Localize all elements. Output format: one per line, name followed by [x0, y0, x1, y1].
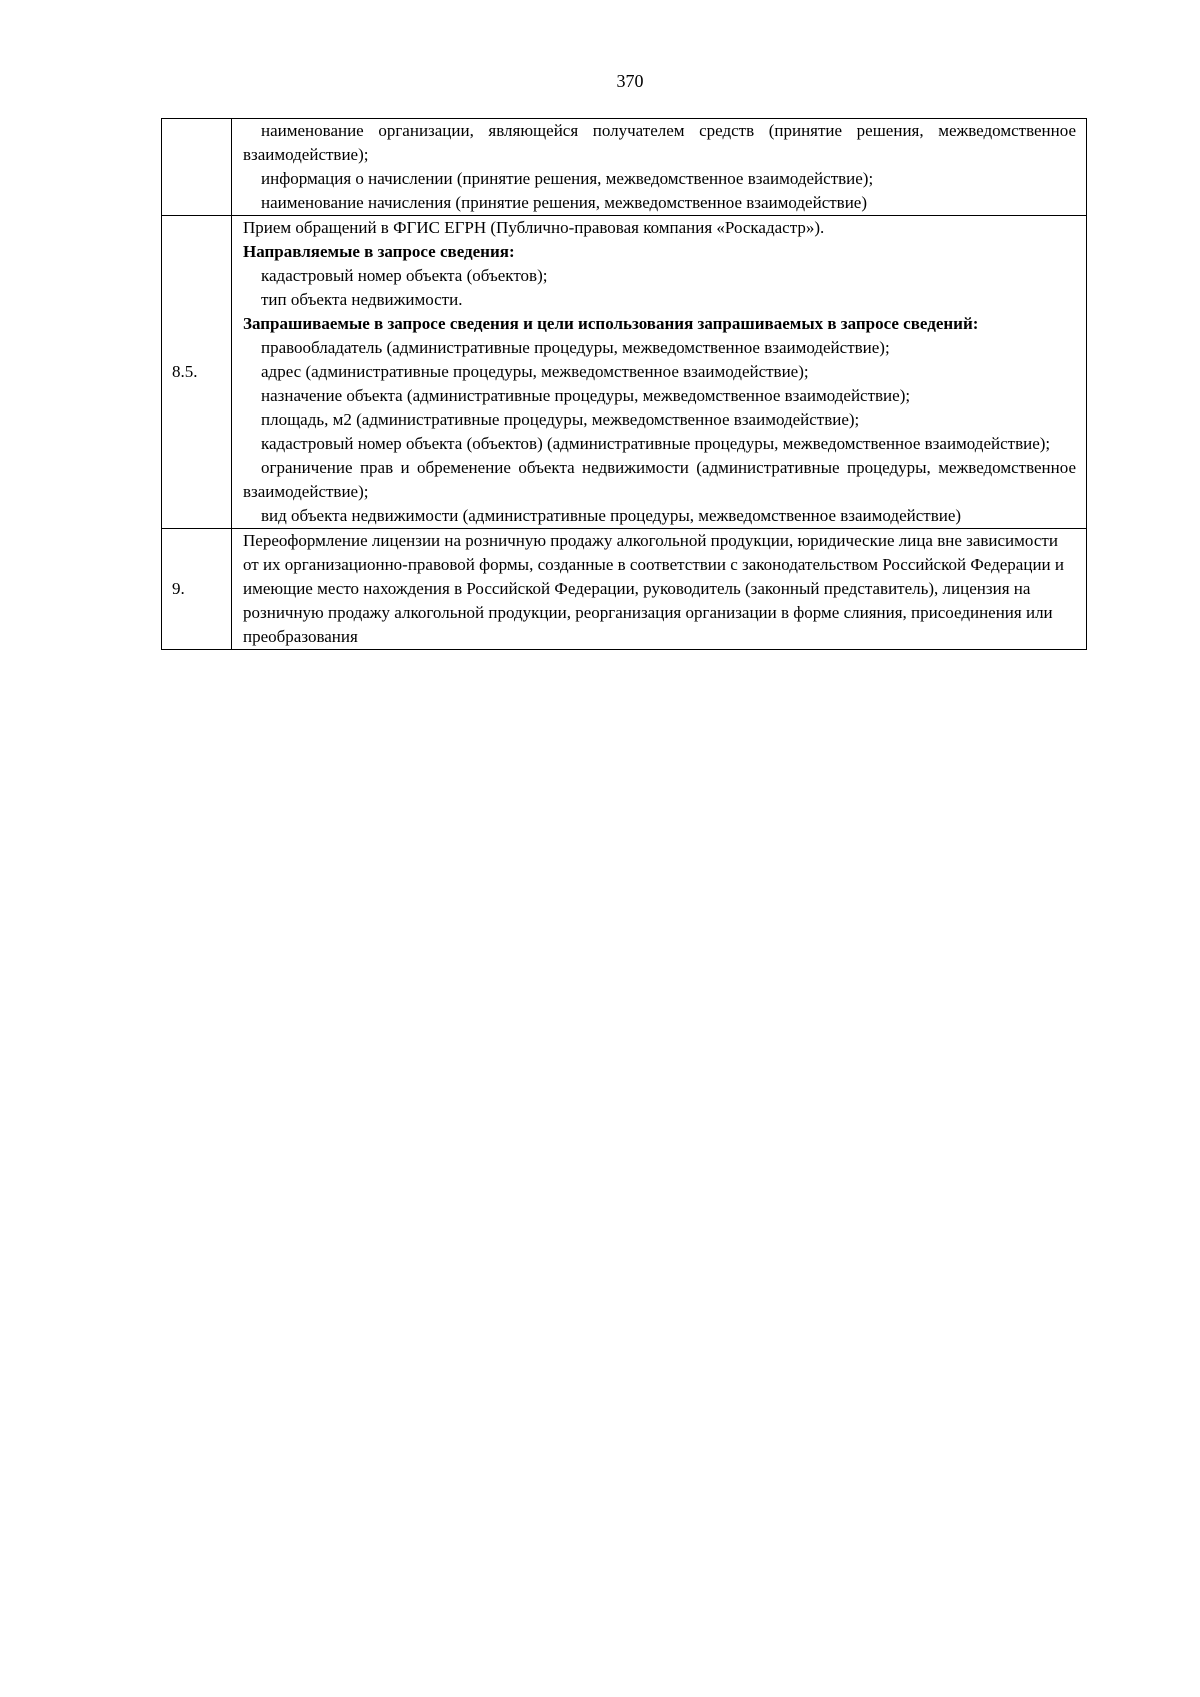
requested-data-heading: Запрашиваемые в запросе сведения и цели использования запрашиваемых в запросе сведений: — [243, 314, 979, 333]
list-item: тип объекта недвижимости. — [261, 290, 463, 309]
row-intro-text: Прием обращений в ФГИС ЕГРН (Публично-правовая компания «Роскадастр»). — [243, 218, 825, 237]
table-row — [162, 119, 1087, 216]
row-content-cell — [232, 529, 1087, 650]
list-item: ограничение прав и обременение объекта недвижимости (административные процедуры, межведомственное взаимодействие); — [243, 458, 1076, 501]
list-item: информация о начислении (принятие решения, межведомственное взаимодействие); — [261, 169, 874, 188]
row-number-cell: 9. — [162, 529, 232, 650]
row-content-cell — [232, 119, 1087, 216]
list-item: наименование начисления (принятие решения, межведомственное взаимодействие) — [261, 193, 867, 212]
sent-data-heading: Направляемые в запросе сведения: — [243, 242, 515, 261]
row-content-cell — [232, 216, 1087, 529]
list-item: площадь, м2 (административные процедуры, межведомственное взаимодействие); — [261, 410, 860, 429]
page-number: 370 — [616, 71, 644, 91]
document-table — [161, 118, 1087, 650]
row-text: Переоформление лицензии на розничную продажу алкогольной продукции, юридические лица вне зависимости от их организационно-правовой формы, созданные в соответствии с законодательством Российской Федерации и имеющие место нахождения в Российской Федерации, руководитель (законный представитель), лицензия на розничную продажу алкогольной продукции, реорганизация организации в форме слияния, присоединения или преобразования — [243, 531, 1064, 646]
list-item: наименование организации, являющейся получателем средств (принятие решения, межведомственное взаимодействие); — [243, 121, 1076, 164]
list-item: кадастровый номер объекта (объектов); — [261, 266, 548, 285]
table-row — [162, 529, 1087, 650]
list-item: назначение объекта (административные процедуры, межведомственное взаимодействие); — [261, 386, 911, 405]
list-item: правообладатель (административные процедуры, межведомственное взаимодействие); — [261, 338, 890, 357]
list-item: адрес (административные процедуры, межведомственное взаимодействие); — [261, 362, 809, 381]
list-item: вид объекта недвижимости (административные процедуры, межведомственное взаимодействие) — [261, 506, 962, 525]
table-row — [162, 216, 1087, 529]
row-number-cell: 8.5. — [162, 216, 232, 529]
list-item: кадастровый номер объекта (объектов) (административные процедуры, межведомственное взаимодействие); — [261, 434, 1051, 453]
row-number-cell — [162, 119, 232, 216]
